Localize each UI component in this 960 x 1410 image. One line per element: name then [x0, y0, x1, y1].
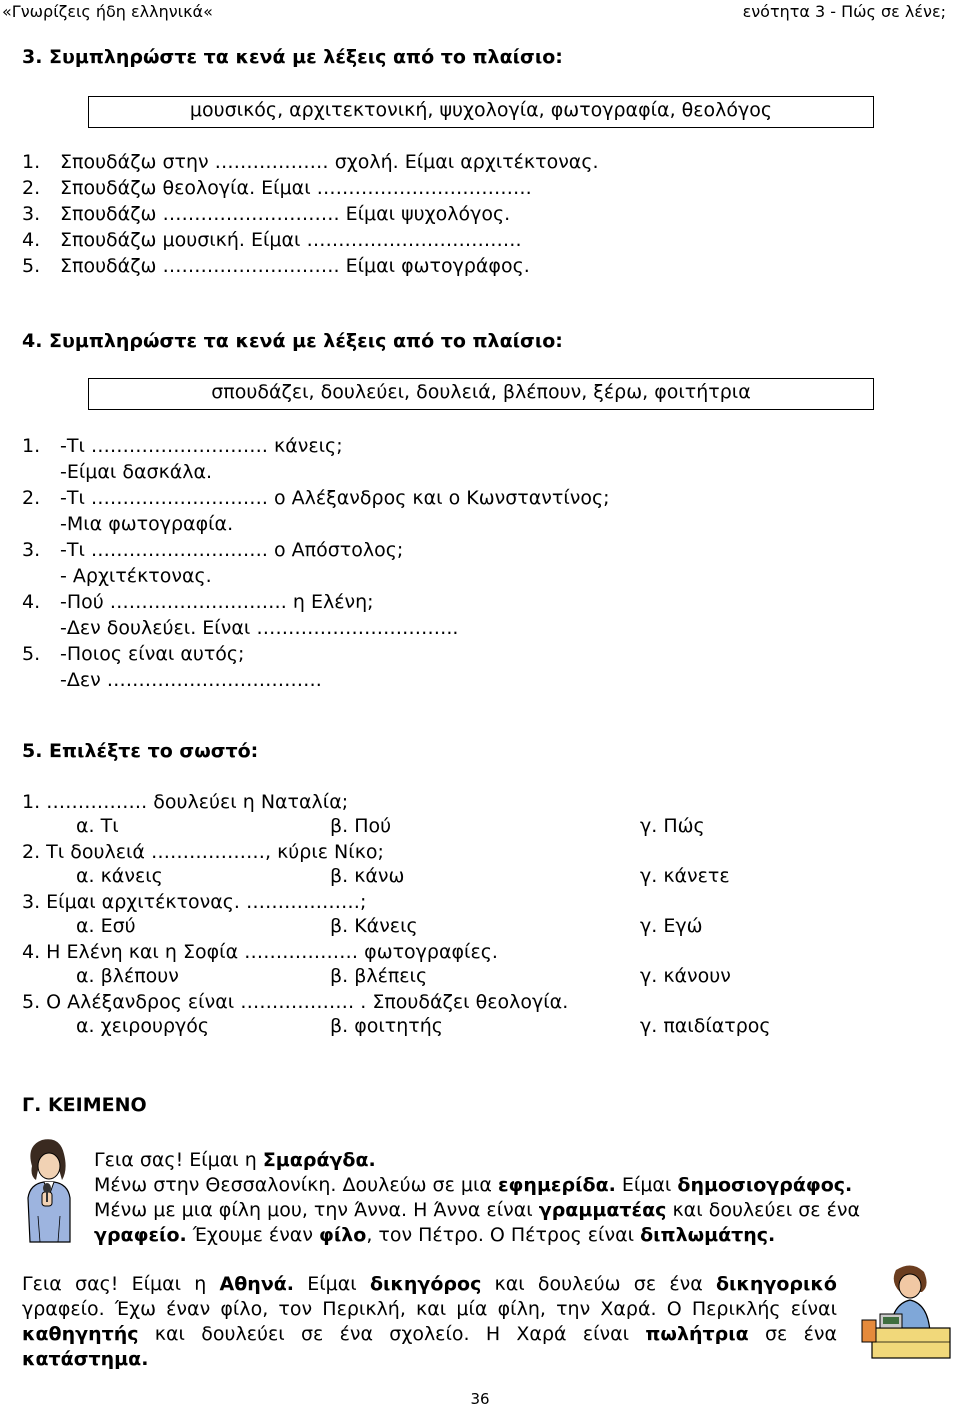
ex3-item-text: Σπουδάζω ………………………. Είμαι ψυχολόγος.: [60, 203, 511, 225]
text-span: και δουλεύω σε ένα: [481, 1273, 716, 1295]
text-span: Μένω στην Θεσσαλονίκη. Δουλεύω σε μια: [94, 1174, 498, 1196]
ex3-item-text: Σπουδάζω στην ……………… σχολή. Είμαι αρχιτέκτονας.: [60, 151, 599, 173]
ex5-q3: 3. Είμαι αρχιτέκτονας. ………………;: [22, 891, 367, 913]
ex4-item-number: 2.: [22, 487, 41, 509]
ex4-question-text: -Πού ………………………. η Ελένη;: [60, 591, 374, 613]
ex5-q3-option-a: α. Εσύ: [76, 915, 136, 937]
ex4-question-text: -Τι ………………………. κάνεις;: [60, 435, 343, 457]
text-span: Μένω με μια φίλη μου, την Άννα. Η Άννα είναι: [94, 1199, 539, 1221]
p1-line-3: [94, 1198, 860, 1248]
ex5-q4: 4. Η Ελένη και η Σοφία ……………… φωτογραφίες.: [22, 941, 498, 963]
ex4-item-number: 1.: [22, 435, 41, 457]
ex5-q1: 1. ……………. δουλεύει η Ναταλία;: [22, 791, 349, 813]
sales-assistant-illustration: [860, 1262, 952, 1362]
ex3-item-4: [22, 228, 522, 253]
text-span: , τον Πέτρο. Ο Πέτρος είναι: [366, 1224, 641, 1246]
text-span: και δουλεύει σε ένα σχολείο. Η Χαρά είναι: [138, 1323, 646, 1345]
exercise-4-word-box: [88, 378, 874, 410]
ex4-item-5-question: [22, 642, 244, 667]
ex4-question-text: -Ποιος είναι αυτός;: [60, 643, 245, 665]
ex5-q4-option-c: γ. κάνουν: [640, 965, 731, 987]
ex5-q2-option-c: γ. κάνετε: [640, 865, 730, 887]
ex3-item-number: 2.: [22, 177, 41, 199]
exercise-3-word-box: [88, 96, 874, 128]
ex5-q2: 2. Τι δουλειά ………………, κύριε Νίκο;: [22, 841, 384, 863]
bold-word: Σμαράγδα.: [262, 1149, 376, 1171]
ex4-item-2-question: [22, 486, 610, 511]
ex3-item-number: 4.: [22, 229, 41, 251]
text-paragraph-2: [22, 1272, 837, 1372]
ex5-q5-option-a: α. χειρουργός: [76, 1015, 210, 1037]
bold-word: Αθηνά.: [219, 1273, 295, 1295]
exercise-5-title: 5. Επιλέξτε το σωστό:: [22, 740, 259, 762]
ex4-item-1-answer: -Είμαι δασκάλα.: [60, 461, 213, 483]
header-right: ενότητα 3 - Πώς σε λένε;: [742, 2, 946, 21]
bold-word: δικηγορικό: [715, 1273, 837, 1295]
bold-word: δημοσιογράφος.: [677, 1174, 853, 1196]
ex3-item-1: [22, 150, 599, 175]
ex5-q5-option-b: β. φοιτητής: [330, 1015, 443, 1037]
header-left: «Γνωρίζεις ήδη ελληνικά«: [2, 2, 213, 21]
text-span: και δουλεύει σε ένα: [666, 1199, 860, 1221]
ex3-item-3: [22, 202, 510, 227]
ex5-q1-option-a: α. Τι: [76, 815, 119, 837]
ex3-item-text: Σπουδάζω μουσική. Είμαι …………………………….: [60, 229, 522, 251]
bold-word: γραφείο.: [94, 1224, 187, 1246]
ex3-item-text: Σπουδάζω θεολογία. Είμαι …………………………….: [60, 177, 532, 199]
ex3-item-number: 1.: [22, 151, 41, 173]
ex5-q3-option-c: γ. Εγώ: [640, 915, 703, 937]
ex5-q3-option-b: β. Κάνεις: [330, 915, 418, 937]
ex4-item-4-answer: -Δεν δουλεύει. Είναι …………………………..: [60, 617, 459, 639]
bold-word: κατάστημα.: [22, 1348, 149, 1370]
text-span: Έχουμε έναν: [186, 1224, 319, 1246]
ex5-q4-option-a: α. βλέπουν: [76, 965, 179, 987]
bold-word: πωλήτρια: [645, 1323, 749, 1345]
ex3-item-text: Σπουδάζω ………………………. Είμαι φωτογράφος.: [60, 255, 530, 277]
ex4-question-text: -Τι ………………………. ο Απόστολος;: [60, 539, 404, 561]
ex4-item-3-question: [22, 538, 403, 563]
ex4-item-5-answer: -Δεν …………………………….: [60, 669, 322, 691]
exercise-3-word-list: μουσικός, αρχιτεκτονική, ψυχολογία, φωτογραφία, θεολόγος: [189, 99, 773, 121]
text-paragraph-1: [94, 1148, 860, 1248]
ex3-item-number: 3.: [22, 203, 41, 225]
ex3-item-5: [22, 254, 530, 279]
bold-word: φίλο: [319, 1224, 367, 1246]
bold-word: διπλωμάτης.: [640, 1224, 776, 1246]
journalist-woman-illustration: [18, 1136, 78, 1244]
ex4-question-text: -Τι ………………………. ο Αλέξανδρος και ο Κωνσταντίνος;: [60, 487, 610, 509]
text-span: Γεια σας! Είμαι η: [22, 1273, 220, 1295]
exercise-4-title: 4. Συμπληρώστε τα κενά με λέξεις από το πλαίσιο:: [22, 330, 563, 352]
bold-word: δικηγόρος: [369, 1273, 482, 1295]
text-span: σε ένα: [748, 1323, 837, 1345]
text-span: Είμαι: [615, 1174, 678, 1196]
page-number: 36: [470, 1390, 490, 1408]
ex5-q5-option-c: γ. παιδίατρος: [640, 1015, 771, 1037]
ex4-item-4-question: [22, 590, 374, 615]
ex4-item-1-question: [22, 434, 343, 459]
bold-word: γραμματέας: [538, 1199, 667, 1221]
ex5-q2-option-a: α. κάνεις: [76, 865, 163, 887]
p1-line-1: [94, 1148, 860, 1173]
ex5-q1-option-b: β. Πού: [330, 815, 392, 837]
section-g-title: Γ. ΚΕΙΜΕΝΟ: [22, 1094, 147, 1116]
ex4-item-number: 3.: [22, 539, 41, 561]
ex4-item-3-answer: - Αρχιτέκτονας.: [60, 565, 212, 587]
text-span: Γεια σας! Είμαι η: [94, 1149, 263, 1171]
ex4-item-number: 5.: [22, 643, 41, 665]
ex5-q5: 5. Ο Αλέξανδρος είναι ……………… . Σπουδάζει θεολογία.: [22, 991, 569, 1013]
ex5-q4-option-b: β. βλέπεις: [330, 965, 428, 987]
ex3-item-number: 5.: [22, 255, 41, 277]
p1-line-2: [94, 1173, 860, 1198]
text-span: Είμαι: [294, 1273, 370, 1295]
ex5-q1-option-c: γ. Πώς: [640, 815, 705, 837]
exercise-3-title: 3. Συμπληρώστε τα κενά με λέξεις από το πλαίσιο:: [22, 46, 563, 68]
ex4-item-number: 4.: [22, 591, 41, 613]
ex3-item-2: [22, 176, 532, 201]
bold-word: καθηγητής: [22, 1323, 139, 1345]
ex4-item-2-answer: -Μια φωτογραφία.: [60, 513, 234, 535]
bold-word: εφημερίδα.: [497, 1174, 616, 1196]
ex5-q2-option-b: β. κάνω: [330, 865, 405, 887]
text-span: γραφείο. Έχω έναν φίλο, τον Περικλή, και μία φίλη, την Χαρά. Ο Περικλής είναι: [22, 1298, 837, 1320]
exercise-4-word-list: σπουδάζει, δουλεύει, δουλειά, βλέπουν, ξέρω, φοιτήτρια: [211, 381, 751, 403]
